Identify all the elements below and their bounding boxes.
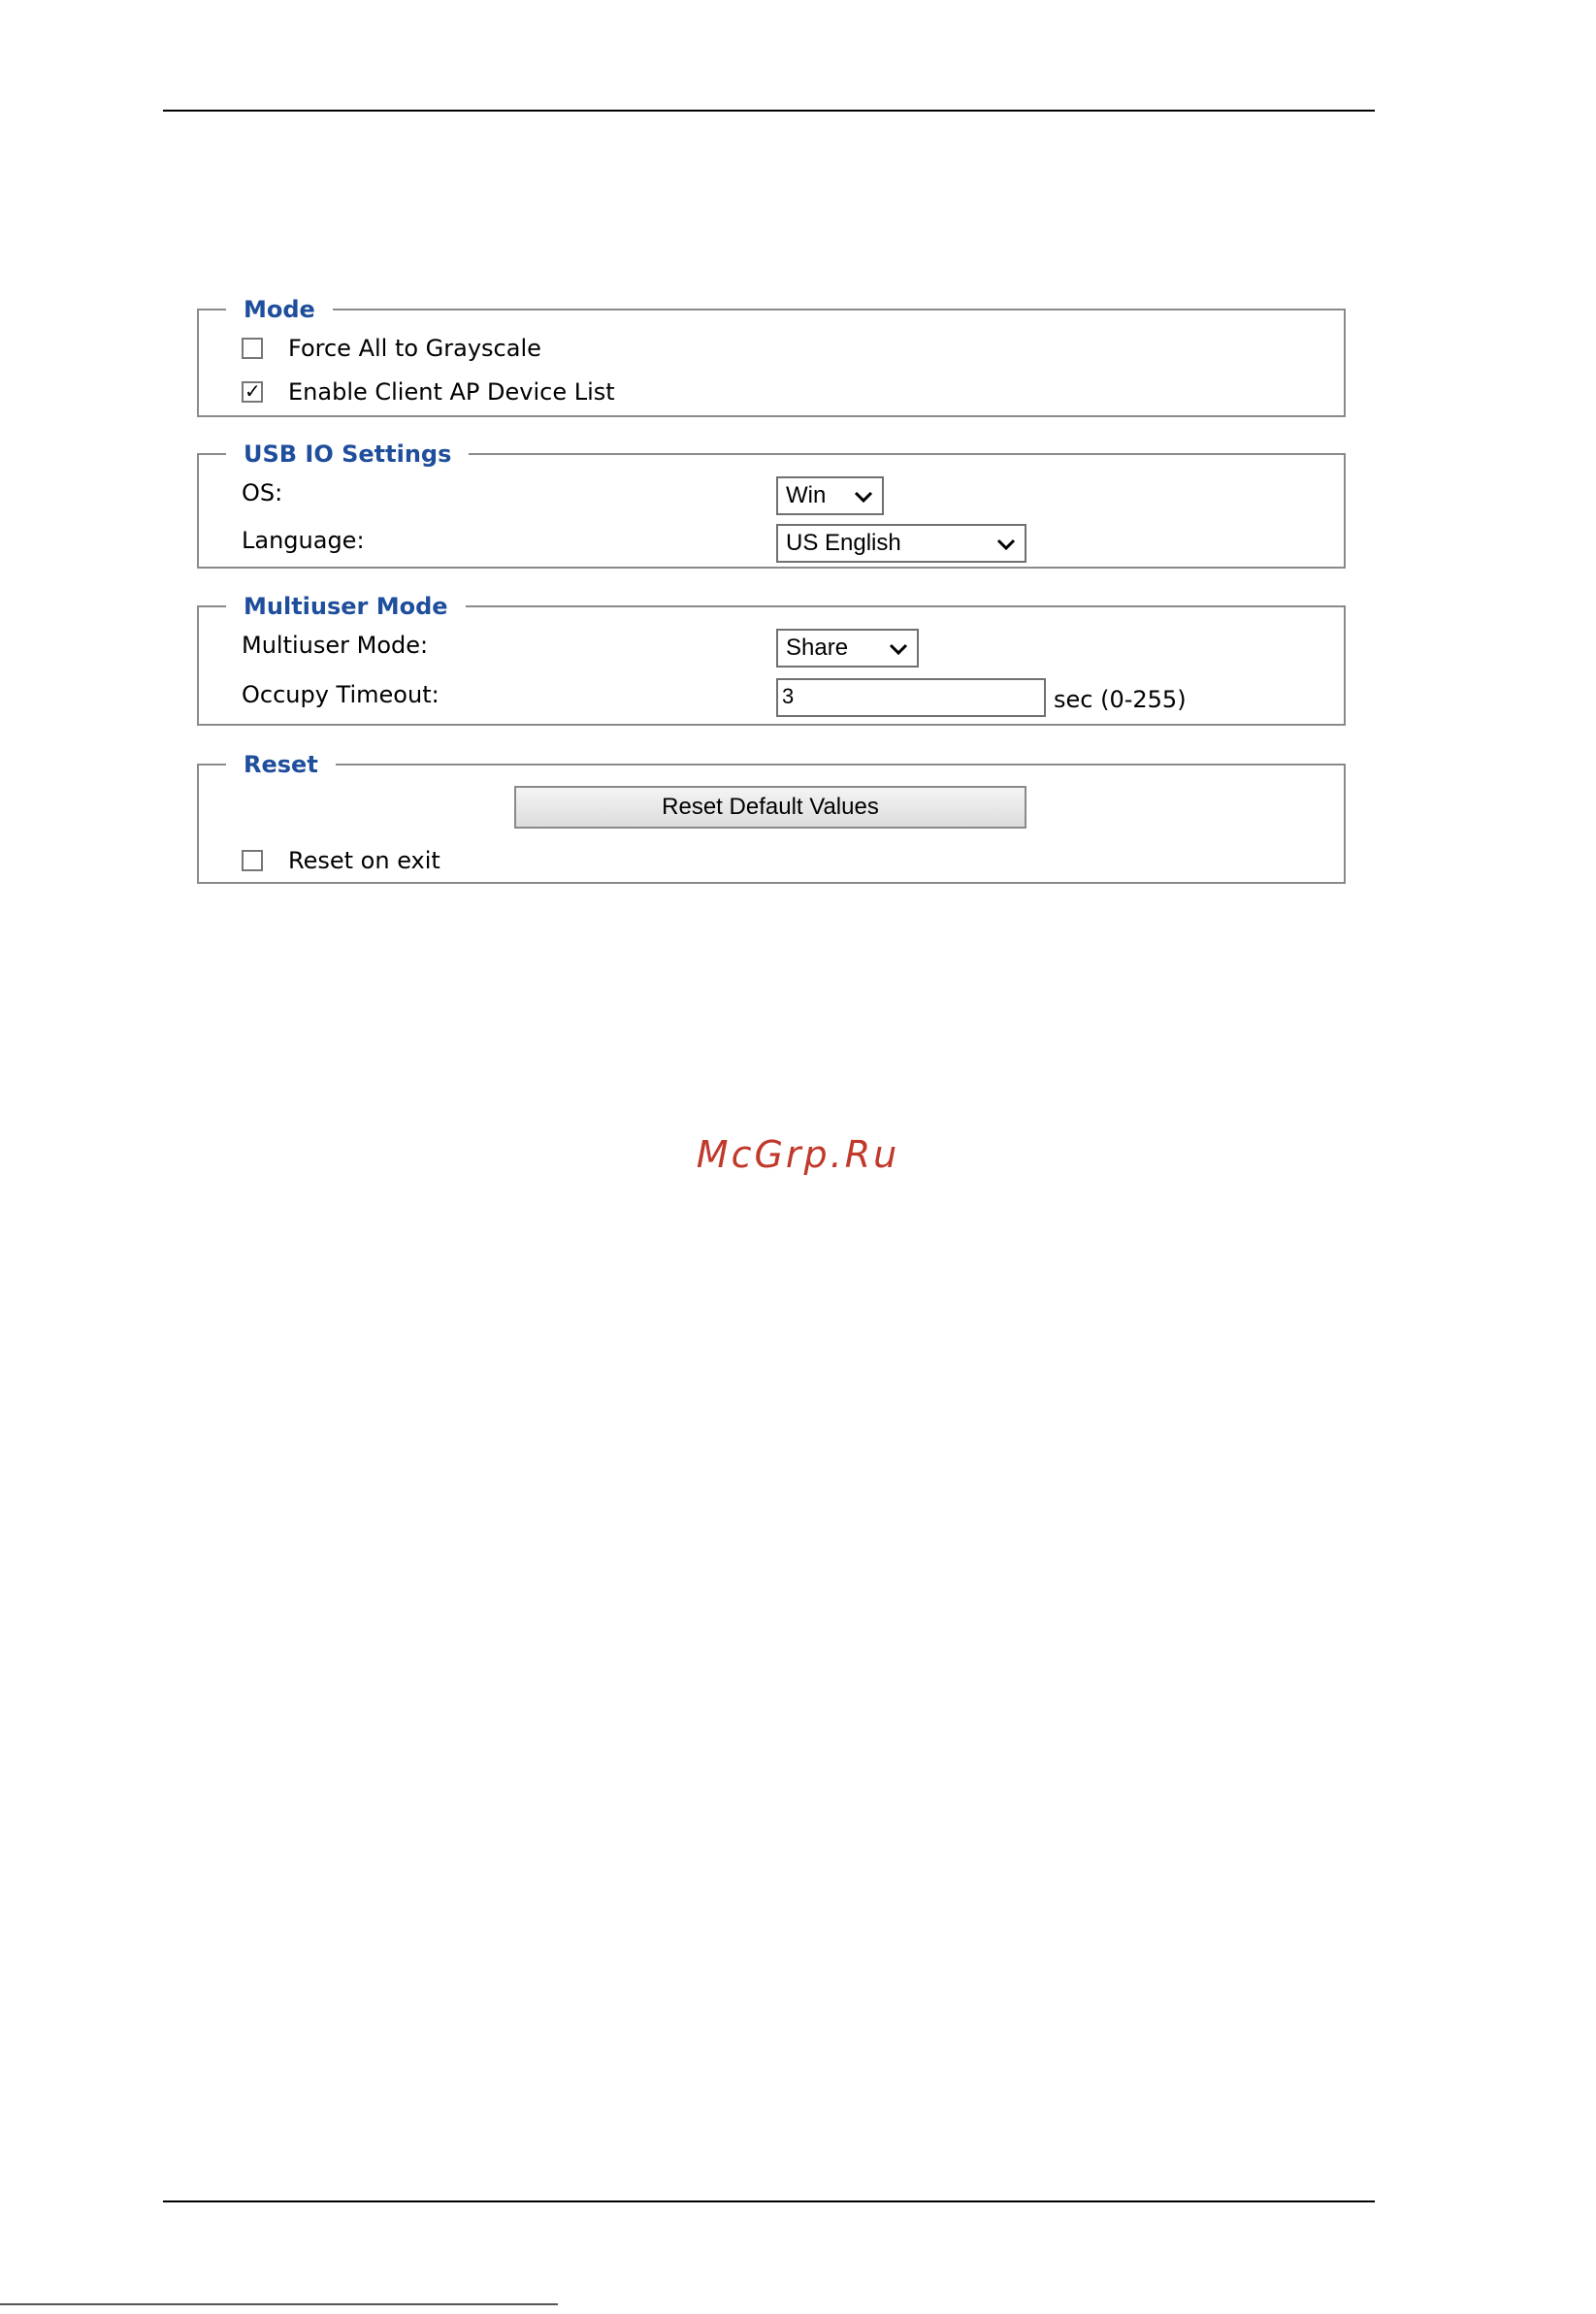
check-icon: ✓ [244,379,261,403]
chevron-down-icon [888,638,909,660]
chevron-down-icon [853,486,874,507]
enable-client-ap-label: Enable Client AP Device List [288,378,615,406]
occupy-timeout-unit: sec (0-255) [1054,686,1187,713]
multiuser-group [197,593,1346,726]
language-select[interactable] [776,524,1026,563]
usb-io-group [197,440,1346,569]
language-select-value: US English [786,530,901,556]
reset-on-exit-label: Reset on exit [288,847,440,874]
force-grayscale-row[interactable] [242,334,541,363]
occupy-timeout-label: Occupy Timeout: [242,681,440,708]
bottom-rule [163,2200,1375,2202]
reset-default-values-button[interactable]: Reset Default Values [514,786,1026,829]
force-grayscale-label: Force All to Grayscale [288,335,541,362]
chevron-down-icon [995,534,1017,555]
usb-io-legend: USB IO Settings [226,440,469,469]
reset-legend: Reset [226,750,336,779]
top-rule [163,110,1375,112]
watermark: McGrp.Ru [696,1133,900,1176]
reset-on-exit-row[interactable] [242,846,440,875]
force-grayscale-checkbox[interactable] [242,338,263,359]
occupy-timeout-input[interactable]: 3 [776,678,1046,717]
multiuser-mode-label: Multiuser Mode: [242,632,429,659]
multiuser-legend: Multiuser Mode [226,592,466,621]
reset-on-exit-checkbox[interactable] [242,850,263,871]
footer-strip [0,2303,558,2305]
mode-group [197,296,1346,417]
multiuser-mode-select[interactable] [776,629,919,668]
multiuser-mode-select-value: Share [786,635,849,661]
enable-client-ap-row[interactable] [242,377,615,407]
os-label: OS: [242,479,283,506]
enable-client-ap-checkbox[interactable] [242,381,263,403]
os-select-value: Win [786,482,827,508]
language-label: Language: [242,527,365,554]
mode-legend: Mode [226,295,333,324]
reset-group [197,751,1346,884]
os-select[interactable] [776,476,884,515]
